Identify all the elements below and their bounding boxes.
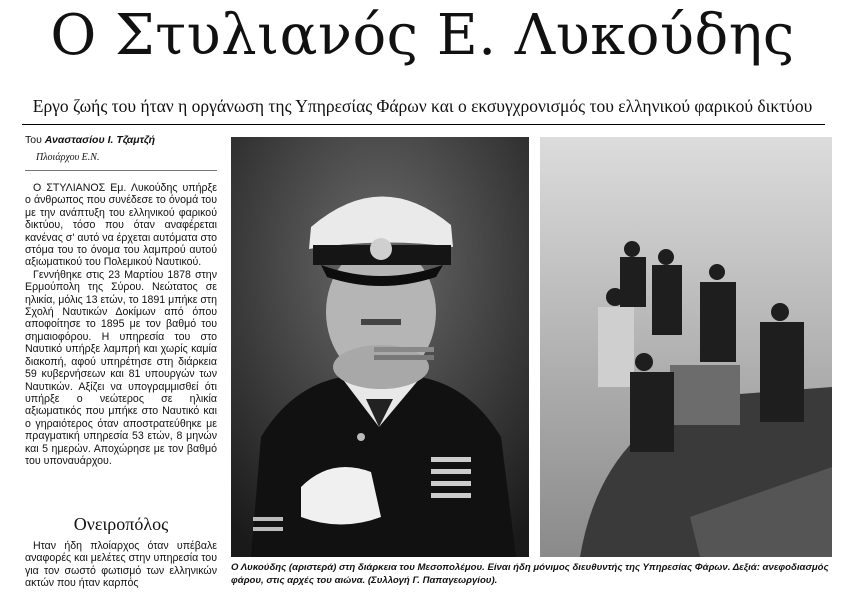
portrait-photo (231, 137, 529, 557)
subheadline: Εργο ζωής του ήταν η οργάνωση της Υπηρεσίας Φάρων και ο εκσυγχρονισμός του ελληνικού φαρικού δικτύου (32, 96, 813, 116)
paragraph-2: Γεννήθηκε στις 23 Μαρτίου 1878 στην Ερμούπολη της Σύρου. Νεώτατος σε ηλικία, μόλις 13 ετών, το 1891 μπήκε στη Σχολή Ναυτικών Δοκίμων από όπου αποφοίτησε το 1895 με τον βαθμό του σημαιοφόρου. Η υπηρεσία του στο Ναυτικό υπήρξε λαμπρή και χωρίς καμία διακοπή, αφού υπηρέτησε στη διάρκεια 59 κυβερνήσεων και 81 υπουργών των Ναυτικών. Αξίζει να υπογραμμισθεί ότι υπήρξε ο νεώτερος σε ηλικία αξιωματικός που μπήκε στο Ναυτικό και ο γηραιότερος όταν αποστρατεύθηκε με πραγματική υπηρεσία 53 ετών, 8 μηνών και 5 ημερών. Αποχώρησε με τον βαθμό του υποναυάρχου. (25, 268, 217, 467)
paragraph-3: Ηταν ήδη πλοίαρχος όταν υπέβαλε αναφορές και μελέτες στην υπηρεσία του για τον σωστό φωτισμό των ελληνικών ακτών που ήταν καρπός (25, 540, 217, 590)
portrait-image (231, 137, 529, 557)
headline: Ο Στυλιανός Ε. Λυκούδης (50, 3, 795, 68)
byline (25, 134, 155, 146)
photo-caption: Ο Λυκούδης (αριστερά) στη διάρκεια του Μεσοπολέμου. Είναι ήδη μόνιμος διευθυντής της Υπηρεσίας Φάρων. Δεξιά: ανεφοδιασμός φάρου, στις αρχές του αιώνα. (Συλλογή Γ. Παπαγεωργίου). (231, 562, 829, 586)
boat-photo (540, 137, 832, 557)
section-body (25, 540, 217, 590)
paragraph-1: Ο ΣΤΥΛΙΑΝΟΣ Εμ. Λυκούδης υπήρξε ο άνθρωπος που συνέδεσε το όνομά του με την ανάπτυξη του ελληνικού φαρικού δικτύου, τόσο που όταν αναφέρεται κανένας σ' αυτό να έρχεται αυτόματα στο στόμα του το όνομα του λαμπρού αυτού αξιωματικού του Πολεμικού Ναυτικού. (25, 182, 217, 269)
author-role: Πλοιάρχου Ε.Ν. (36, 152, 100, 163)
author-name: Αναστασίου Ι. Τζαμτζή (44, 134, 156, 146)
byline-divider (25, 170, 217, 171)
top-rule (22, 124, 825, 125)
boat-image (540, 137, 832, 557)
article-body (25, 182, 217, 467)
section-heading: Ονειροπόλος (73, 514, 169, 534)
byline-prefix: Του (25, 134, 42, 146)
